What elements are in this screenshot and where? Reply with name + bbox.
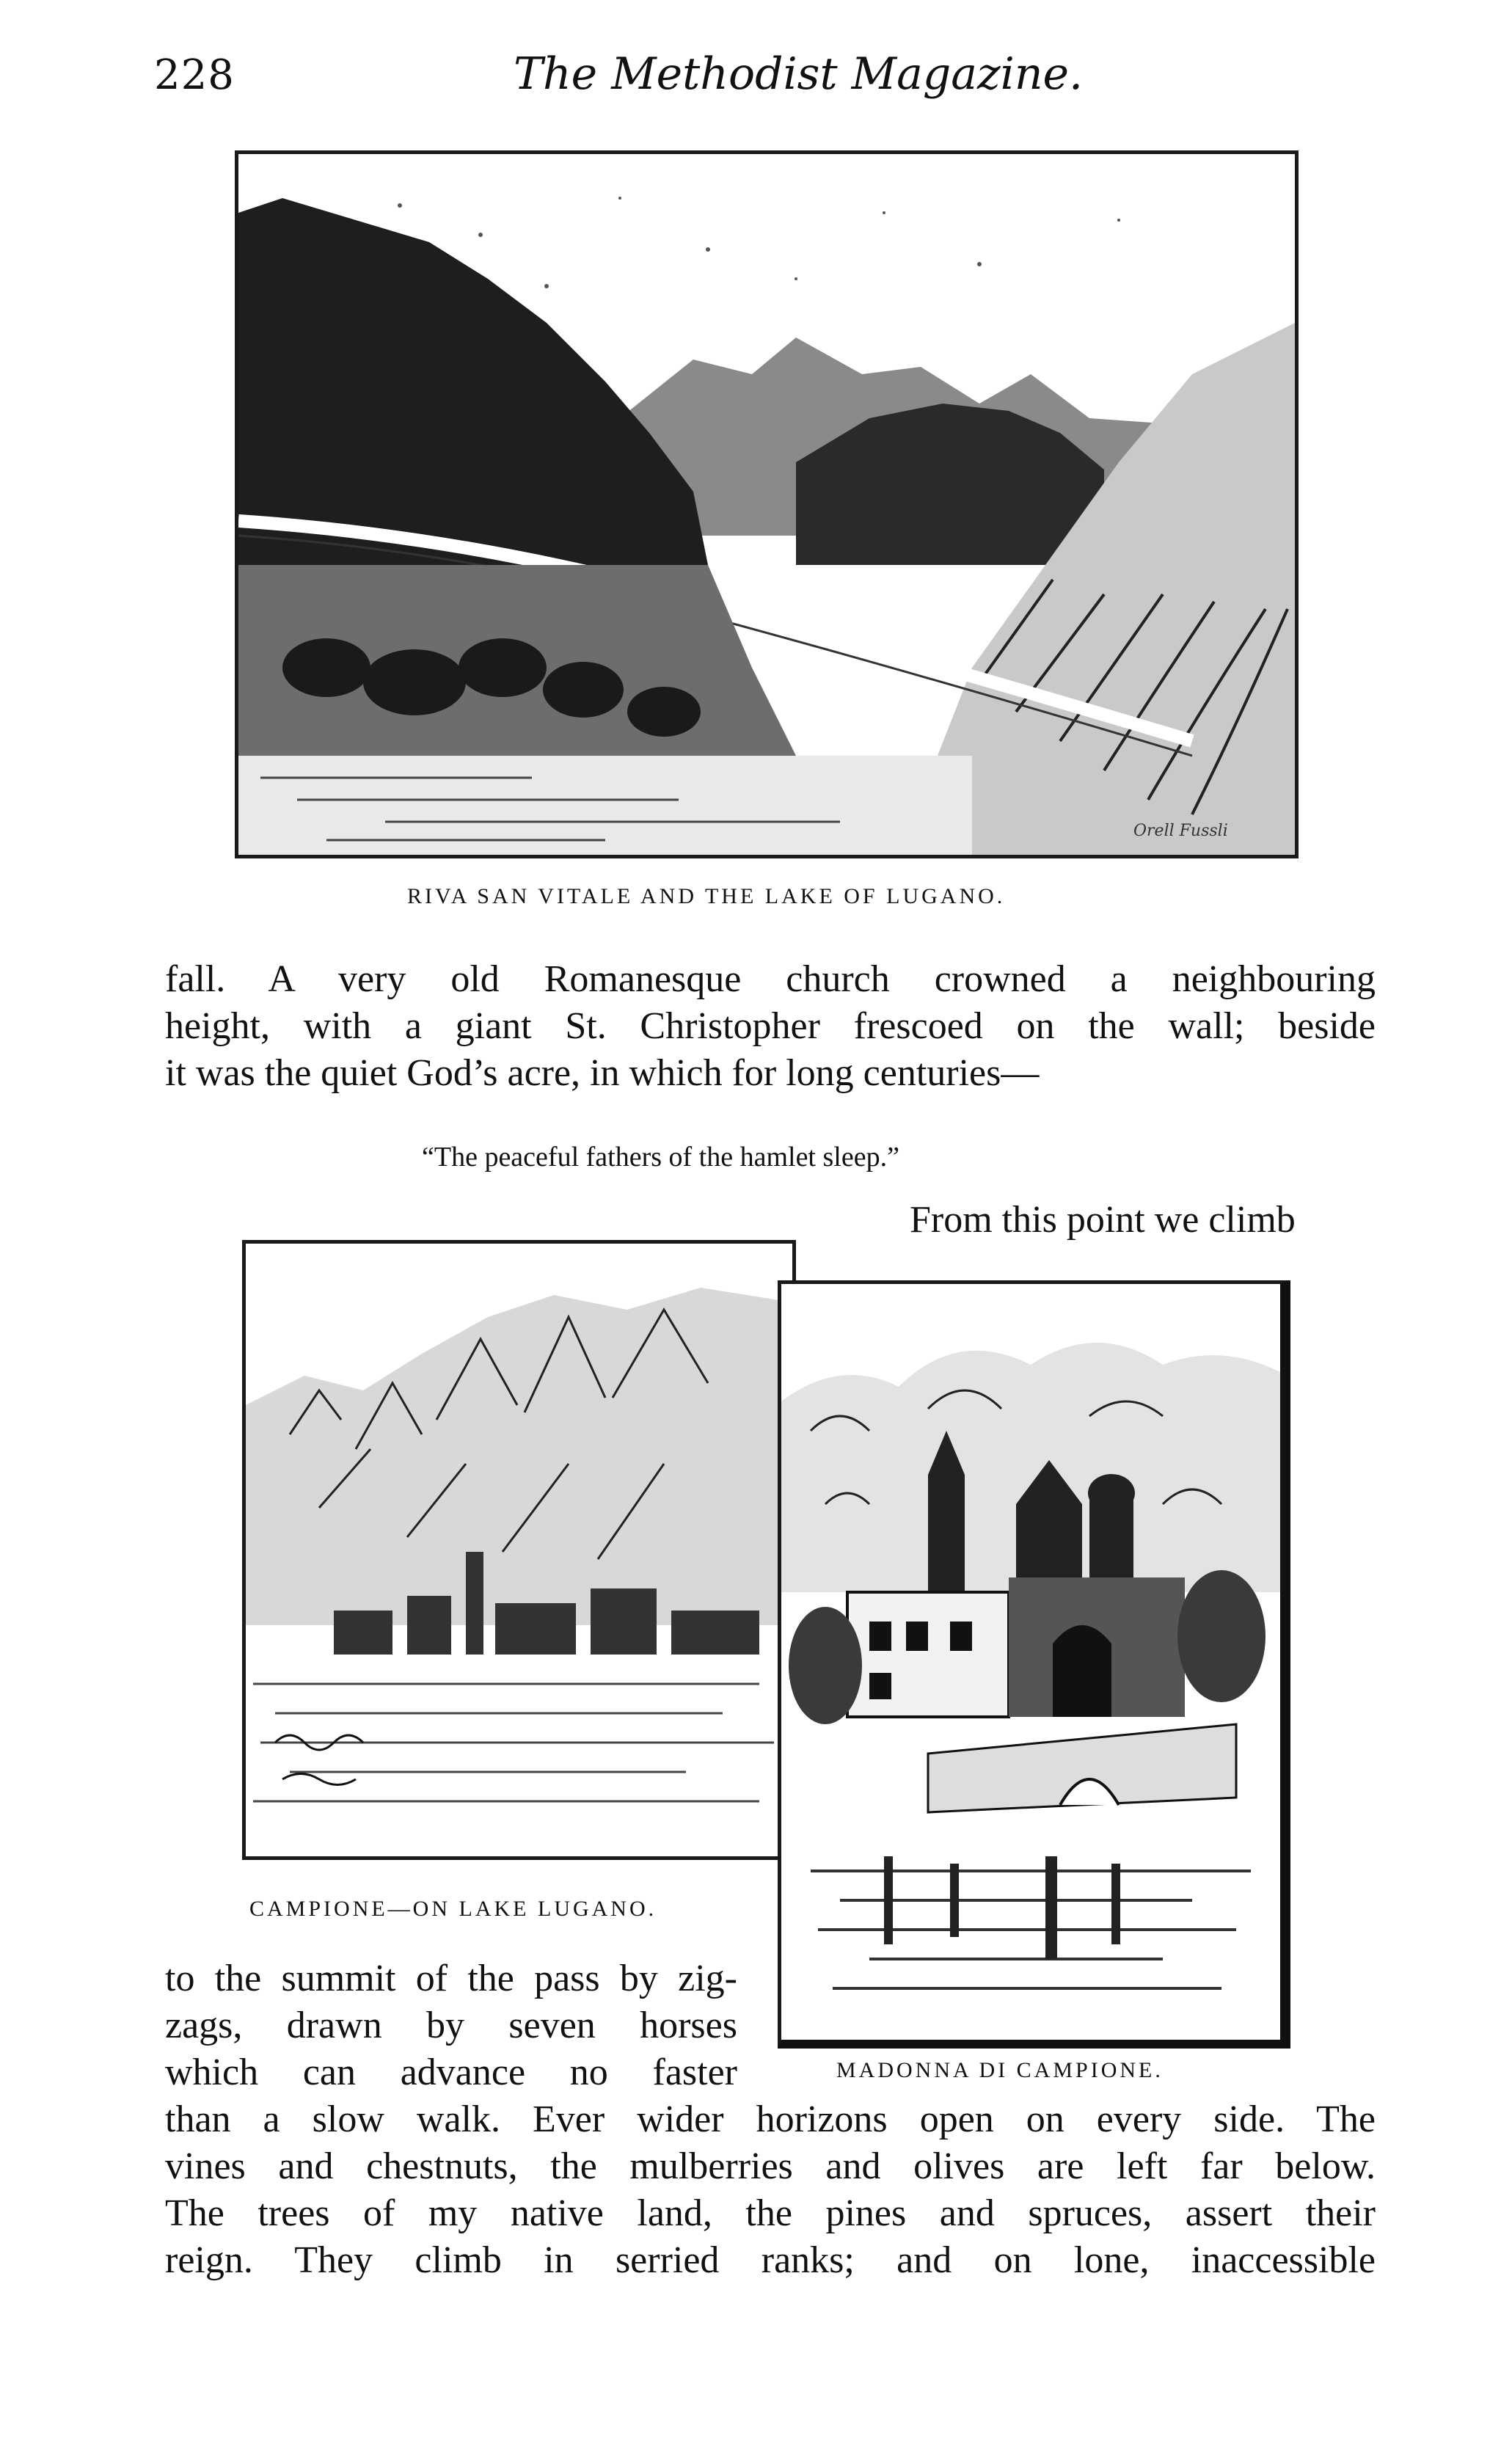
- illustration-campione: [242, 1240, 796, 1860]
- paragraph-1: [165, 956, 1376, 1097]
- side-text-line: From this point we climb: [910, 1199, 1296, 1241]
- text-line: fall. A very old Romanesque church crowned a neighbouring: [165, 958, 1376, 1000]
- illustration-madonna-di-campione: [778, 1280, 1290, 2049]
- narrow-paragraph: [165, 1955, 737, 2096]
- text-line: zags, drawn by seven horses: [165, 2005, 737, 2046]
- text-line: than a slow walk. Ever wider horizons open on every side. The: [165, 2098, 1376, 2140]
- text-line: The trees of my native land, the pines and spruces, assert their: [165, 2192, 1376, 2234]
- text-line: it was the quiet God’s acre, in which for long centuries—: [165, 1052, 1040, 1094]
- running-title: The Methodist Magazine.: [514, 48, 1084, 100]
- engraver-signature: Orell Fussli: [1133, 822, 1228, 840]
- text-line: to the summit of the pass by zig-: [165, 1958, 737, 1999]
- text-line: which can advance no faster: [165, 2051, 737, 2093]
- caption-riva-san-vitale: RIVA SAN VITALE AND THE LAKE OF LUGANO.: [407, 884, 1006, 908]
- quotation: “The peaceful fathers of the hamlet sleep.”: [422, 1142, 899, 1172]
- text-line: reign. They climb in serried ranks; and on lone, inaccessible: [165, 2239, 1376, 2281]
- caption-campione: CAMPIONE—ON LAKE LUGANO.: [249, 1897, 657, 1921]
- text-line: height, with a giant St. Christopher frescoed on the wall; beside: [165, 1005, 1376, 1047]
- illustration-riva-san-vitale: [235, 150, 1299, 858]
- paragraph-2: [165, 2096, 1376, 2284]
- text-line: vines and chestnuts, the mulberries and olives are left far below.: [165, 2145, 1376, 2187]
- page-number: 228: [154, 51, 235, 99]
- caption-madonna-di-campione: MADONNA DI CAMPIONE.: [836, 2058, 1164, 2082]
